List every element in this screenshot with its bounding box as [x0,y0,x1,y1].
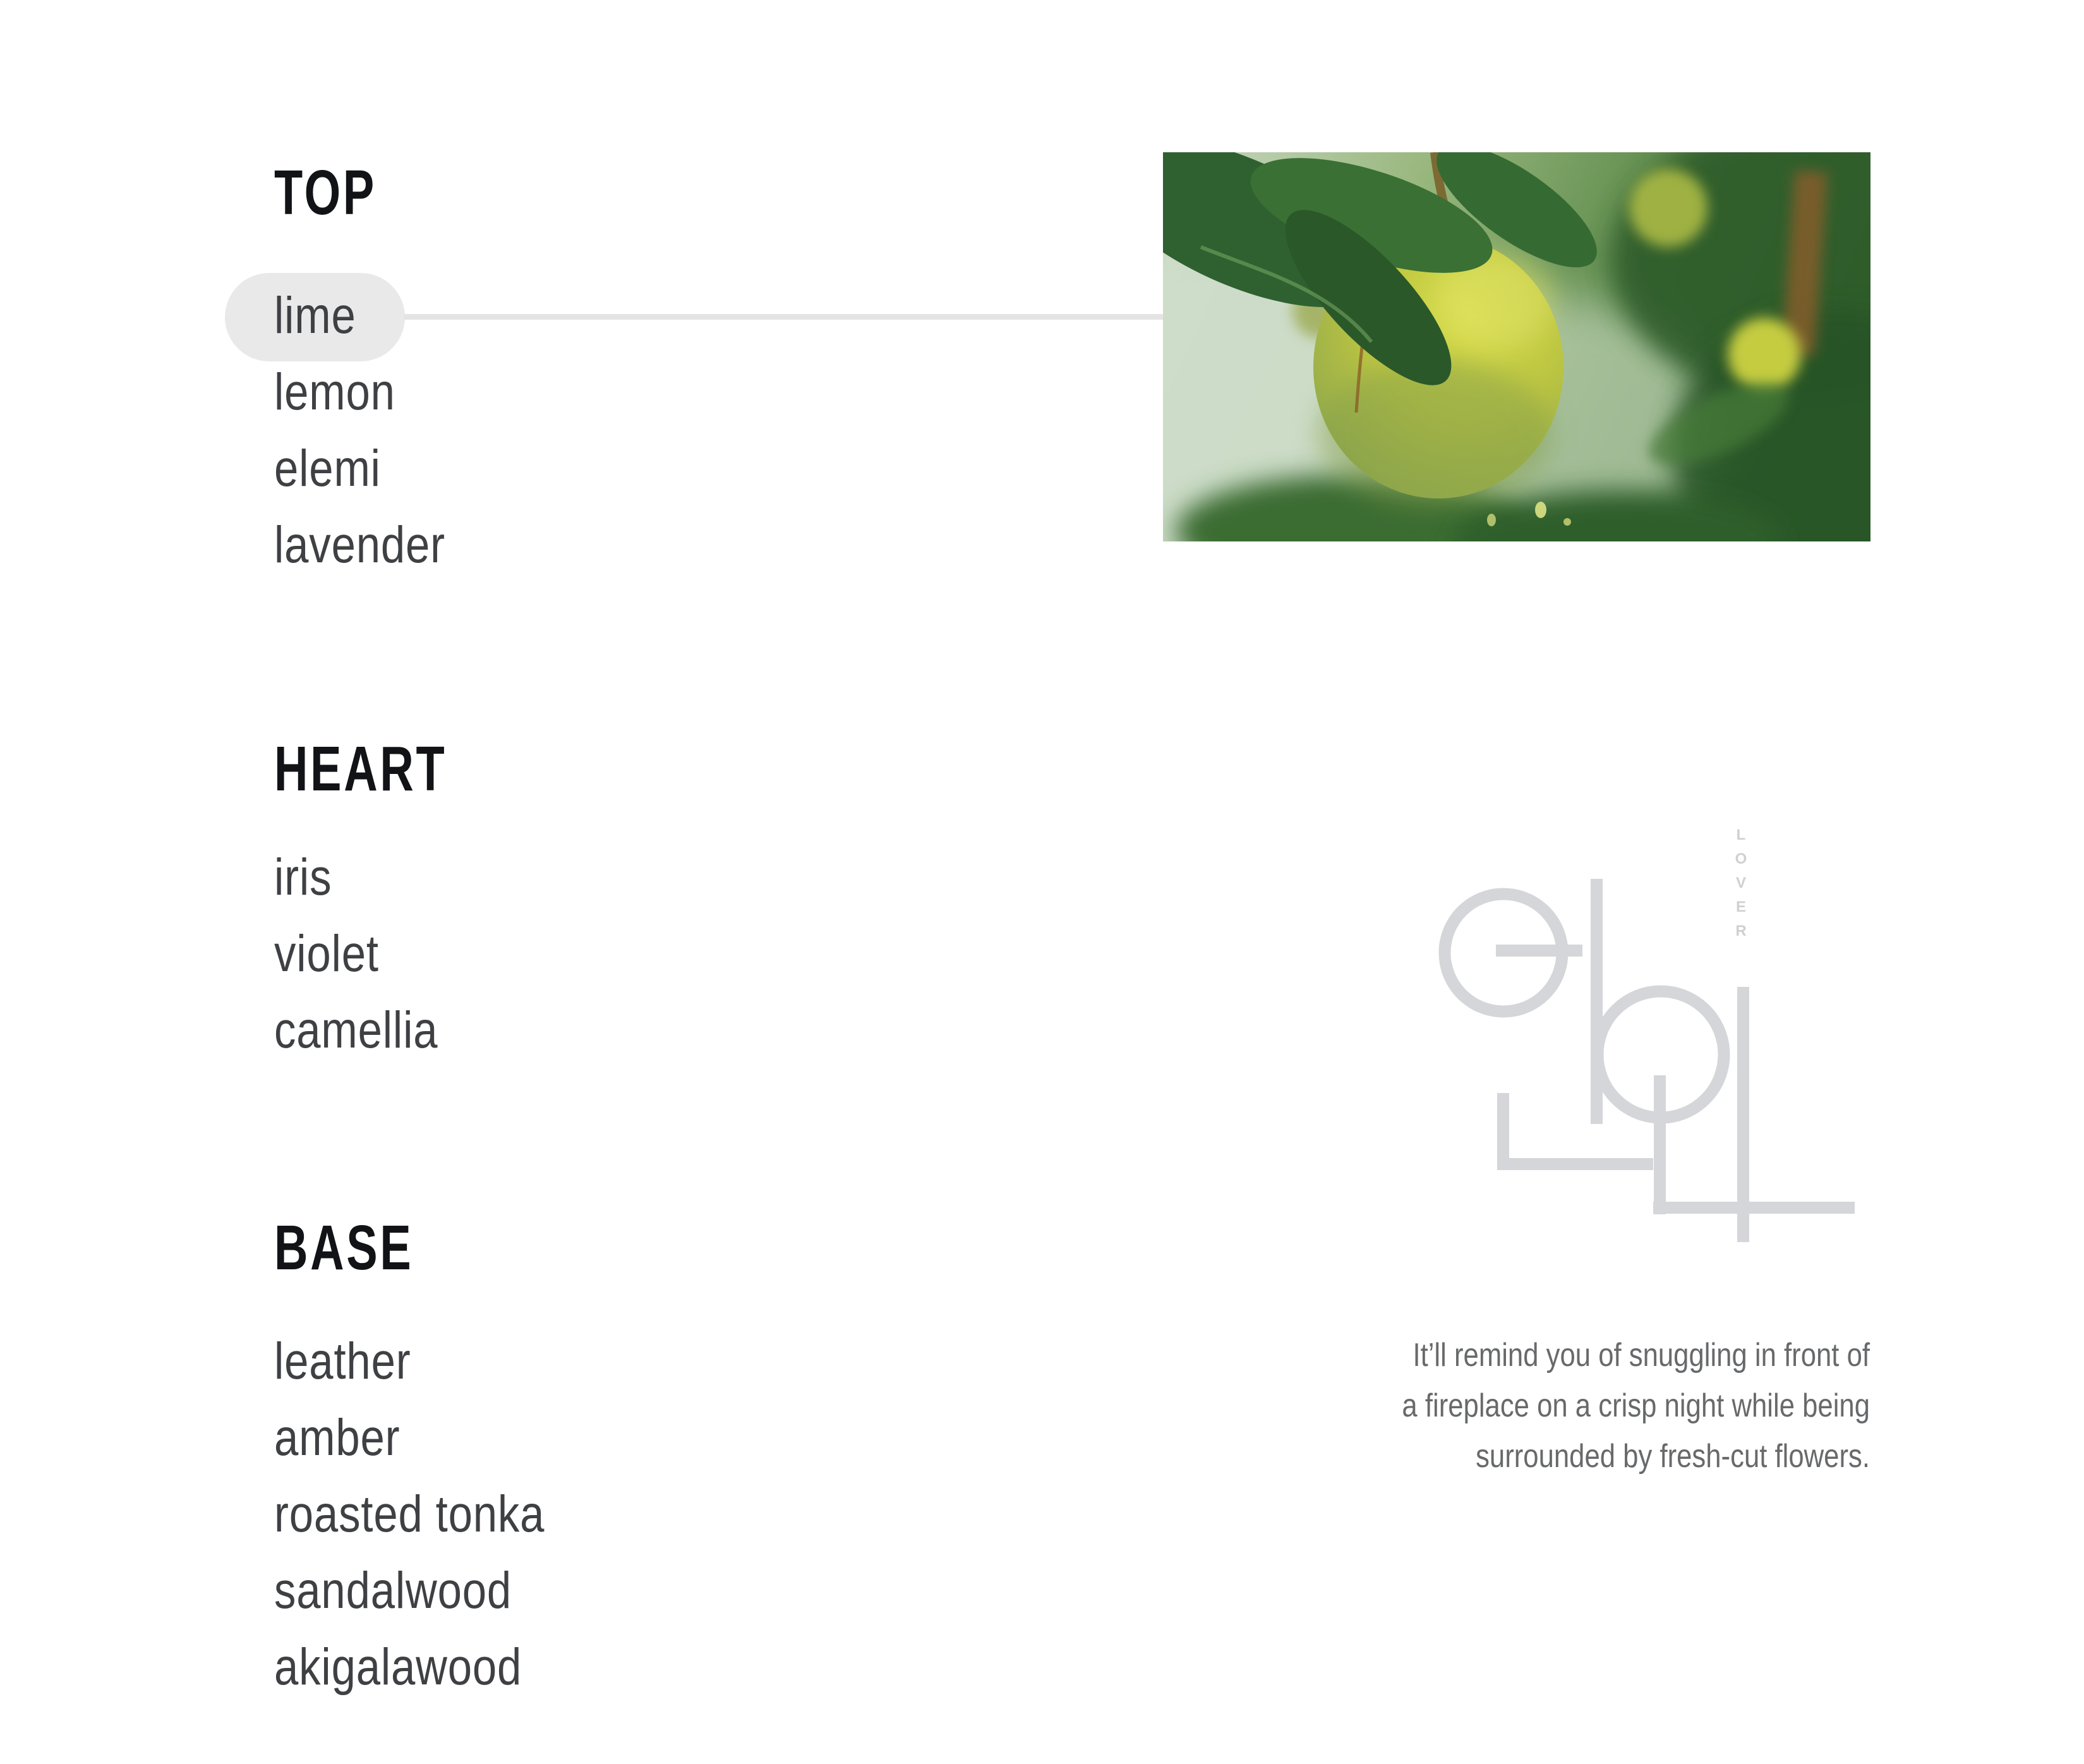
lover-letter: E [1735,898,1748,915]
lover-letter: V [1735,874,1748,891]
water-drop [1487,514,1496,526]
note-item[interactable] [274,1629,596,1705]
note-item[interactable] [274,354,478,430]
logo-shapes [1445,879,1855,1242]
note-item[interactable] [274,1552,596,1629]
note-item[interactable] [274,839,469,915]
section-heading-top: TOP [274,157,376,228]
lover-letter: L [1736,826,1747,843]
note-item[interactable] [274,992,469,1068]
note-item-label: lemon [274,363,395,421]
note-item-label: leather [274,1332,411,1390]
notes-list-base [274,1323,596,1705]
note-item-label: akigalawood [274,1638,522,1696]
section-heading-heart: HEART [274,734,447,804]
note-item[interactable] [274,915,469,992]
lover-vertical-text [1735,826,1749,939]
note-item-label: iris [274,848,332,906]
water-drop [1535,502,1546,518]
note-to-photo-connector-line [404,314,1163,320]
note-item-label: sandalwood [274,1561,512,1619]
logo-bracket-horizontal [1497,1158,1653,1170]
note-item-label: amber [274,1408,401,1466]
lover-letter: R [1735,922,1748,939]
note-item-label: elemi [274,439,381,497]
description-line: It’ll remind you of snuggling in front of [1412,1337,1870,1374]
logo-vertical-line-b [1654,1075,1666,1214]
logo-bottom-line [1653,1202,1855,1214]
note-item[interactable] [274,1476,596,1552]
note-item[interactable] [274,1399,596,1476]
note-item-label: lime [274,286,356,344]
note-item-label: violet [274,924,379,982]
logo-bar [1496,945,1582,957]
brand-logo-mark [1434,821,1870,1251]
note-item[interactable] [274,430,478,507]
note-item-label: camellia [274,1001,438,1059]
notes-list-heart [274,839,469,1068]
description-line: a fireplace on a crisp night while being [1402,1387,1870,1424]
notes-list-top [274,277,478,583]
note-item-label: lavender [274,516,445,574]
logo-vertical-line-c [1737,987,1749,1242]
water-drop [1563,518,1571,526]
note-item[interactable] [274,1323,596,1399]
section-heading-base: BASE [274,1212,414,1283]
scent-description [1339,1330,1870,1482]
note-item[interactable] [274,277,478,354]
lover-letter: O [1735,850,1749,867]
lime-on-tree-photo [1163,152,1870,541]
note-item-label: roasted tonka [274,1485,545,1543]
note-item[interactable] [274,507,478,583]
description-line: surrounded by fresh-cut flowers. [1476,1438,1870,1475]
